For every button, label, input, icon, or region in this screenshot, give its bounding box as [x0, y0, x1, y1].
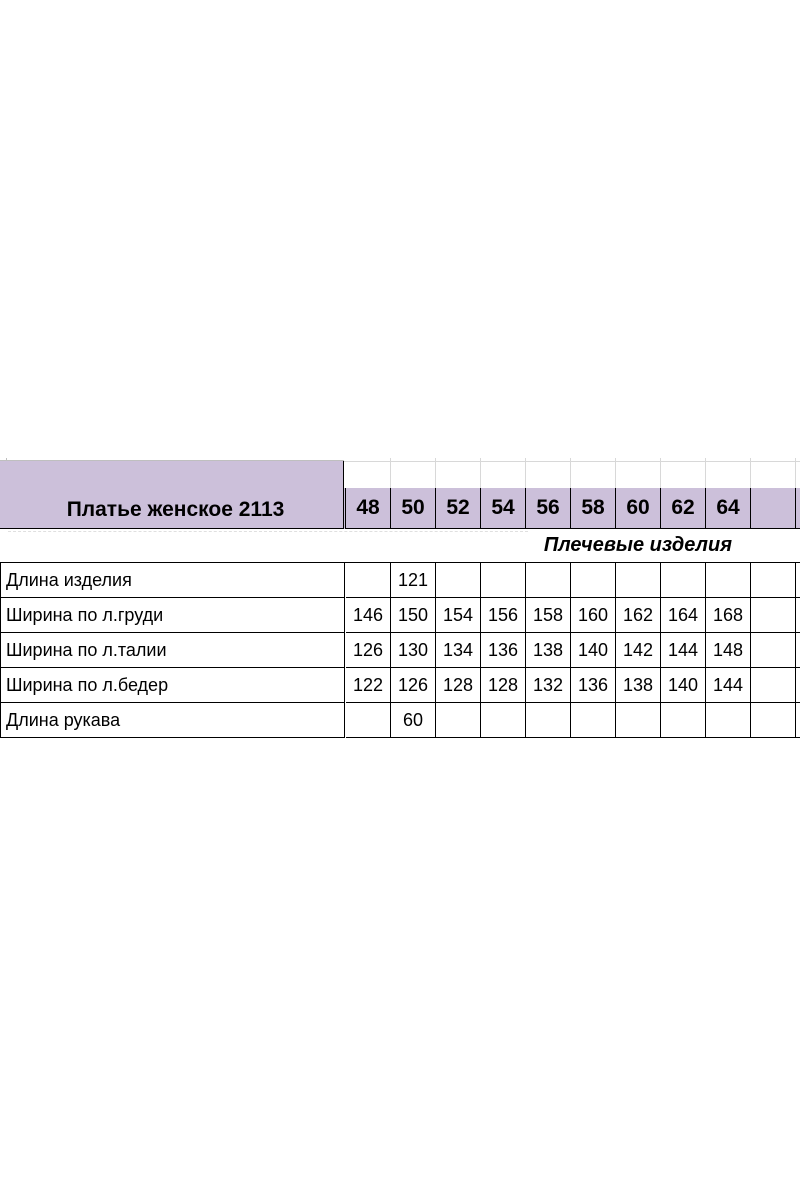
measurement-value-cell: [751, 563, 796, 598]
measurement-value-cell: [706, 563, 751, 598]
size-column-header: [796, 488, 800, 529]
measurement-value-cell: [346, 563, 391, 598]
measurement-value-cell: [481, 703, 526, 738]
measurement-value-cell: 154: [436, 598, 481, 633]
measurement-value-cell: [751, 633, 796, 668]
sheet-grid-line: [525, 458, 526, 488]
measurement-label: Ширина по л.бедер: [0, 668, 344, 703]
measurement-value-cell: [796, 668, 800, 703]
product-title-cell: [0, 461, 344, 529]
size-column-header: 60: [616, 488, 661, 529]
measurement-value-cell: 156: [481, 598, 526, 633]
size-chart-sheet: [0, 458, 800, 740]
measurement-value-cell: [796, 633, 800, 668]
sheet-grid-line: [344, 461, 800, 462]
size-column-header: 54: [481, 488, 526, 529]
sheet-grid-line: [660, 458, 661, 488]
measurement-value-cell: 148: [706, 633, 751, 668]
measurement-value-cell: [481, 563, 526, 598]
measurement-value-cell: 162: [616, 598, 661, 633]
measurement-value-cell: 122: [346, 668, 391, 703]
section-title: Плечевые изделия: [543, 534, 732, 556]
measurement-value-cell: [661, 703, 706, 738]
measurement-label: Длина изделия: [0, 563, 344, 598]
measurement-value-cell: 158: [526, 598, 571, 633]
size-column-header: 50: [391, 488, 436, 529]
sheet-grid-line: [570, 458, 571, 488]
sheet-grid-line: [750, 458, 751, 488]
measurement-value-cell: 168: [706, 598, 751, 633]
measurement-value-cell: 140: [661, 668, 706, 703]
measurement-value-cell: [751, 598, 796, 633]
measurement-value-cell: 164: [661, 598, 706, 633]
measurement-value-cell: 138: [526, 633, 571, 668]
measurement-value-cell: 144: [706, 668, 751, 703]
measurement-value-cell: [526, 703, 571, 738]
measurement-value-cell: [661, 563, 706, 598]
product-title: Платье женское 2113: [66, 498, 285, 521]
sheet-grid-line: [615, 458, 616, 488]
size-column-header: [751, 488, 796, 529]
measurement-value-cell: [616, 703, 661, 738]
measurement-value-cell: [346, 703, 391, 738]
measurement-value-cell: [796, 703, 800, 738]
measurement-value-cell: 128: [481, 668, 526, 703]
sheet-grid-line: [480, 458, 481, 488]
measurement-value-cell: [571, 703, 616, 738]
measurement-value-cell: [706, 703, 751, 738]
sheet-grid-line: [705, 458, 706, 488]
size-column-header: 62: [661, 488, 706, 529]
measurement-value-cell: [751, 703, 796, 738]
measurement-value-cell: [616, 563, 661, 598]
size-column-header: 48: [345, 488, 391, 529]
measurement-value-cell: [526, 563, 571, 598]
measurement-value-cell: 126: [346, 633, 391, 668]
sheet-grid-line: [795, 458, 796, 488]
measurement-value-cell: 150: [391, 598, 436, 633]
measurement-value-cell: [796, 598, 800, 633]
measurement-value-cell: 132: [526, 668, 571, 703]
measurement-value-cell: [796, 563, 800, 598]
measurement-label: Ширина по л.талии: [0, 633, 344, 668]
measurement-value-cell: 128: [436, 668, 481, 703]
measurement-value-cell: 146: [346, 598, 391, 633]
measurement-value-cell: 126: [391, 668, 436, 703]
measurement-value-cell: [436, 563, 481, 598]
measurement-value-cell: 134: [436, 633, 481, 668]
measurement-value-cell: 160: [571, 598, 616, 633]
measurement-value-cell: 136: [571, 668, 616, 703]
measurement-value-cell: [436, 703, 481, 738]
measurement-value-cell: [751, 668, 796, 703]
measurement-value-cell: 138: [616, 668, 661, 703]
measurement-label: Ширина по л.груди: [0, 598, 344, 633]
sheet-grid-line: [390, 458, 391, 488]
label-column-border: [344, 562, 345, 738]
section-title-cell: [0, 529, 800, 562]
size-column-header: 58: [571, 488, 616, 529]
size-column-header: 52: [436, 488, 481, 529]
sheet-grid-line: [435, 458, 436, 488]
measurement-value-cell: 130: [391, 633, 436, 668]
measurement-value-cell: 121: [391, 563, 436, 598]
size-column-header: 56: [526, 488, 571, 529]
measurement-label: Длина рукава: [0, 703, 344, 738]
measurement-value-cell: 142: [616, 633, 661, 668]
measurement-value-cell: 140: [571, 633, 616, 668]
measurement-value-cell: 144: [661, 633, 706, 668]
measurement-value-cell: [571, 563, 616, 598]
size-column-header: 64: [706, 488, 751, 529]
measurement-value-cell: 136: [481, 633, 526, 668]
measurement-value-cell: 60: [391, 703, 436, 738]
